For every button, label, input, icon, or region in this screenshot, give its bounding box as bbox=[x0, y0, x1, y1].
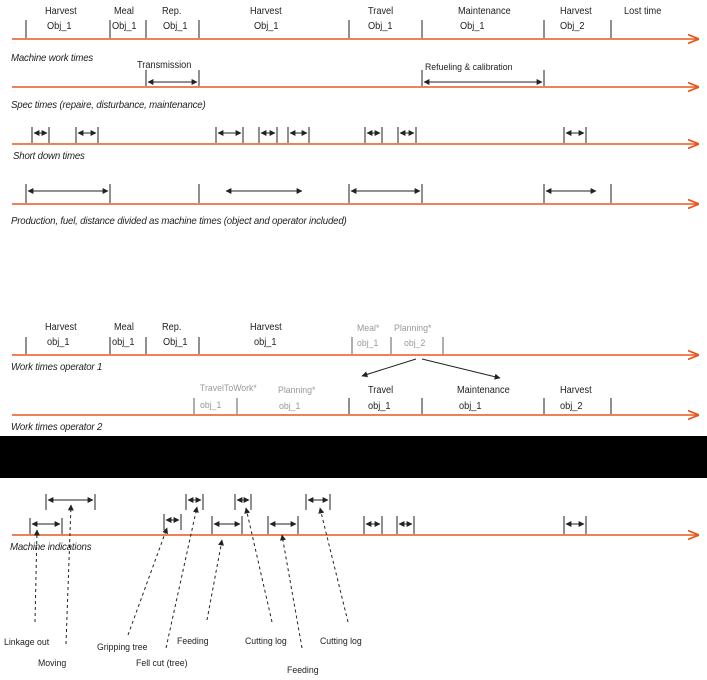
mw-rep-object: Obj_1 bbox=[163, 21, 188, 32]
op1-harvest-2-object: obj_1 bbox=[254, 337, 277, 348]
mw-rep-activity: Rep. bbox=[162, 6, 182, 17]
machine-work-title: Machine work times bbox=[11, 52, 94, 64]
op1-meal-star-activity: Meal* bbox=[357, 323, 380, 334]
op2-maintenance-activity: Maintenance bbox=[457, 385, 510, 396]
op1-planning-star-object: obj_2 bbox=[404, 338, 426, 349]
bottom-panel bbox=[0, 478, 707, 680]
op2-planning-star-activity: Planning* bbox=[278, 385, 316, 396]
op1-meal-activity: Meal bbox=[114, 322, 134, 333]
op2-travel-to-work-activity: TravelToWork* bbox=[200, 383, 257, 394]
op1-rep-activity: Rep. bbox=[162, 322, 182, 333]
short-down-marks bbox=[32, 127, 586, 143]
indication-feeding-1: Feeding bbox=[177, 636, 209, 647]
op1-planning-star-activity: Planning* bbox=[394, 323, 432, 334]
mw-harvest-1-object: Obj_1 bbox=[47, 21, 72, 32]
mw-meal-object: Obj_1 bbox=[112, 21, 137, 32]
mw-harvest-2-object: Obj_1 bbox=[254, 21, 279, 32]
op2-maintenance-object: obj_1 bbox=[459, 401, 482, 412]
mw-harvest-3-activity: Harvest bbox=[560, 6, 592, 17]
production-marks bbox=[26, 184, 611, 203]
indication-marks bbox=[30, 494, 586, 534]
spec-transmission-label: Transmission bbox=[137, 60, 192, 71]
op2-travel-to-work-object: obj_1 bbox=[200, 400, 222, 411]
indication-feeding-2: Feeding bbox=[287, 665, 319, 676]
machine-indications-title: Machine indications bbox=[10, 541, 92, 553]
indication-fell-cut: Fell cut (tree) bbox=[136, 658, 188, 669]
production-title: Production, fuel, distance divided as machine times (object and operator included) bbox=[11, 215, 347, 227]
op1-meal-object: obj_1 bbox=[112, 337, 135, 348]
op2-planning-star-object: obj_1 bbox=[279, 401, 301, 412]
indication-leaders bbox=[35, 505, 348, 648]
op1-meal-star-object: obj_1 bbox=[357, 338, 379, 349]
indication-linkage-out: Linkage out bbox=[4, 637, 50, 648]
op1-harvest-2-activity: Harvest bbox=[250, 322, 282, 333]
indication-moving: Moving bbox=[38, 658, 67, 669]
mw-meal-activity: Meal bbox=[114, 6, 134, 17]
op1-harvest-1-object: obj_1 bbox=[47, 337, 70, 348]
op1-harvest-1-activity: Harvest bbox=[45, 322, 77, 333]
op2-harvest-activity: Harvest bbox=[560, 385, 592, 396]
op2-travel-activity: Travel bbox=[368, 385, 394, 396]
mw-travel-activity: Travel bbox=[368, 6, 394, 17]
mw-maintenance-activity: Maintenance bbox=[458, 6, 511, 17]
mw-harvest-1-activity: Harvest bbox=[45, 6, 77, 17]
indication-gripping-tree: Gripping tree bbox=[97, 642, 148, 653]
indication-cutting-log-1: Cutting log bbox=[245, 636, 287, 647]
spec-times-title: Spec times (repaire, disturbance, maintenance) bbox=[11, 99, 206, 111]
indication-cutting-log-2: Cutting log bbox=[320, 636, 362, 647]
mw-harvest-3-object: Obj_2 bbox=[560, 21, 585, 32]
operator-2-ticks bbox=[194, 398, 611, 414]
mw-harvest-2-activity: Harvest bbox=[250, 6, 282, 17]
operator-2-title: Work times operator 2 bbox=[11, 421, 103, 433]
spec-refueling-label: Refueling & calibration bbox=[425, 62, 513, 73]
op2-travel-object: obj_1 bbox=[368, 401, 391, 412]
mw-travel-object: Obj_1 bbox=[368, 21, 393, 32]
mw-maintenance-object: Obj_1 bbox=[460, 21, 485, 32]
mw-lost-time-activity: Lost time bbox=[624, 6, 662, 17]
short-down-title: Short down times bbox=[13, 150, 85, 162]
op2-harvest-object: obj_2 bbox=[560, 401, 583, 412]
operator-1-title: Work times operator 1 bbox=[11, 361, 103, 373]
op1-rep-object: Obj_1 bbox=[163, 337, 188, 348]
